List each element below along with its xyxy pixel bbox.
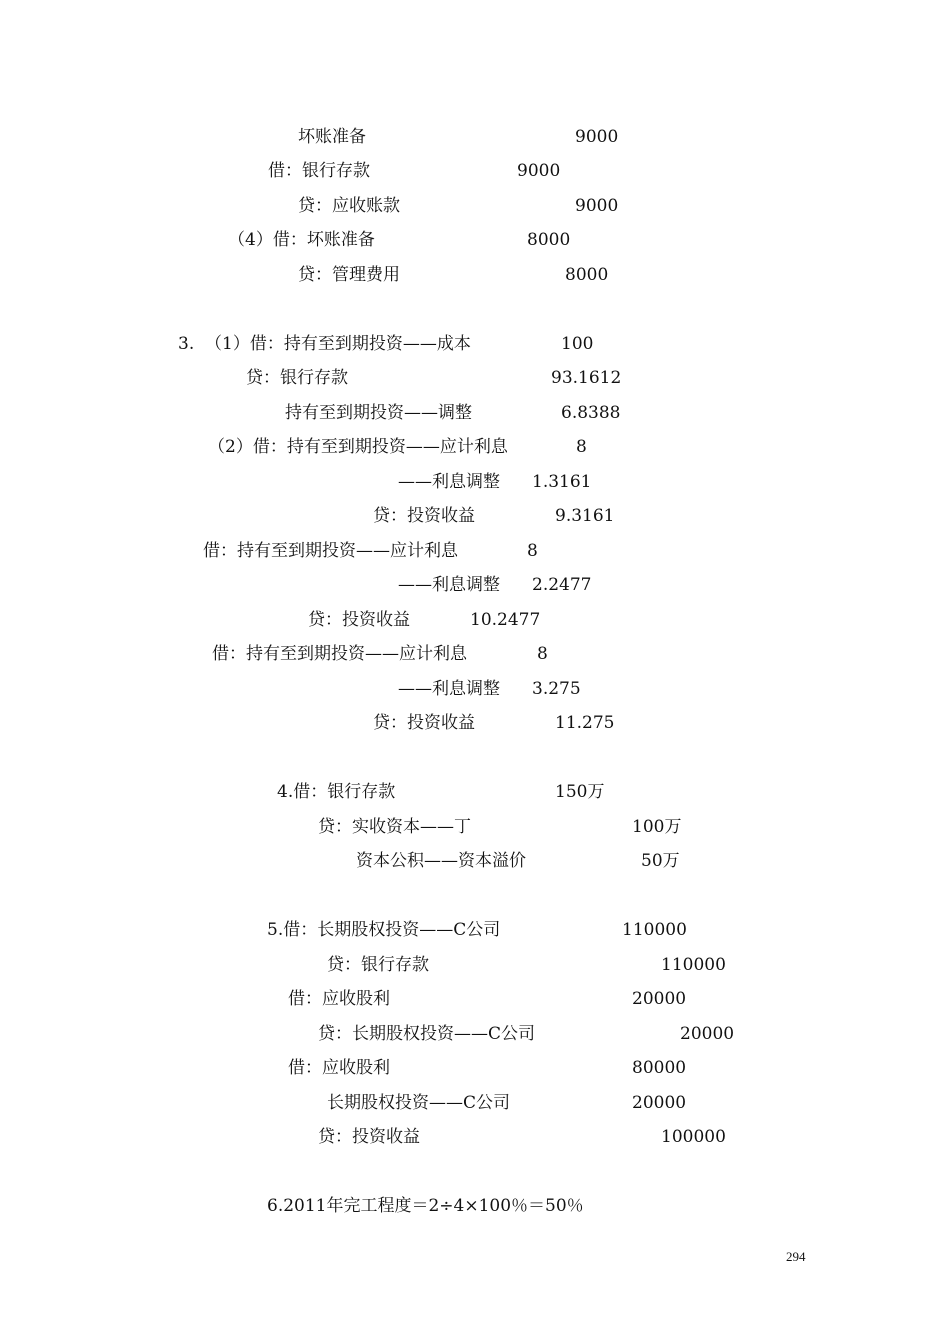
text-line: 长期股权投资——C公司: [327, 1093, 511, 1113]
text-line: 4.借：银行存款: [277, 782, 396, 802]
amount: 110000: [622, 920, 687, 940]
text-line: 借：应收股利: [288, 989, 390, 1009]
amount: 100000: [661, 1127, 726, 1147]
amount: 8: [527, 541, 538, 561]
amount: 20000: [632, 989, 687, 1009]
amount: 10.2477: [470, 610, 541, 630]
amount: 9000: [575, 127, 619, 147]
text-line: 6.2011年完工程度＝2÷4×100％＝50％: [267, 1196, 584, 1216]
amount: 93.1612: [551, 368, 622, 388]
amount: 110000: [661, 955, 726, 975]
amount: 2.2477: [532, 575, 592, 595]
amount: 20000: [680, 1024, 735, 1044]
amount: 6.8388: [561, 403, 621, 423]
text-line: 贷：银行存款: [327, 955, 429, 975]
amount: 9.3161: [555, 506, 615, 526]
text-line: 贷：管理费用: [298, 265, 400, 285]
text-line: 贷：投资收益: [373, 506, 475, 526]
amount: 11.275: [555, 713, 615, 733]
text-line: 5.借：长期股权投资——C公司: [267, 920, 501, 940]
amount: 9000: [517, 161, 561, 181]
text-line: 借：持有至到期投资——应计利息: [203, 541, 458, 561]
amount: 8: [576, 437, 587, 457]
text-line: 贷：投资收益: [308, 610, 410, 630]
amount: 150万: [555, 782, 605, 802]
page-number: 294: [786, 1249, 806, 1264]
text-line: （2）借：持有至到期投资——应计利息: [208, 437, 508, 457]
amount: 100: [561, 334, 594, 354]
amount: 100万: [632, 817, 682, 837]
amount: 9000: [575, 196, 619, 216]
text-line: 3. （1）借：持有至到期投资——成本: [178, 334, 471, 354]
text-line: ——利息调整: [398, 575, 500, 595]
amount: 8000: [527, 230, 571, 250]
amount: 1.3161: [532, 472, 592, 492]
text-line: ——利息调整: [398, 679, 500, 699]
text-line: 坏账准备: [298, 127, 366, 147]
amount: 20000: [632, 1093, 687, 1113]
amount: 80000: [632, 1058, 687, 1078]
text-line: ——利息调整: [398, 472, 500, 492]
amount: 50万: [641, 851, 680, 871]
text-line: （4）借：坏账准备: [228, 230, 375, 250]
text-line: 贷：实收资本——丁: [318, 817, 471, 837]
text-line: 贷：银行存款: [246, 368, 348, 388]
amount: 8: [537, 644, 548, 664]
amount: 8000: [565, 265, 609, 285]
amount: 3.275: [532, 679, 581, 699]
text-line: 持有至到期投资——调整: [285, 403, 472, 423]
text-line: 贷：投资收益: [373, 713, 475, 733]
text-line: 贷：投资收益: [318, 1127, 420, 1147]
text-line: 借：银行存款: [268, 161, 370, 181]
text-line: 借：应收股利: [288, 1058, 390, 1078]
text-line: 借：持有至到期投资——应计利息: [212, 644, 467, 664]
text-line: 贷：长期股权投资——C公司: [318, 1024, 536, 1044]
text-line: 资本公积——资本溢价: [356, 851, 526, 871]
text-line: 贷：应收账款: [298, 196, 400, 216]
